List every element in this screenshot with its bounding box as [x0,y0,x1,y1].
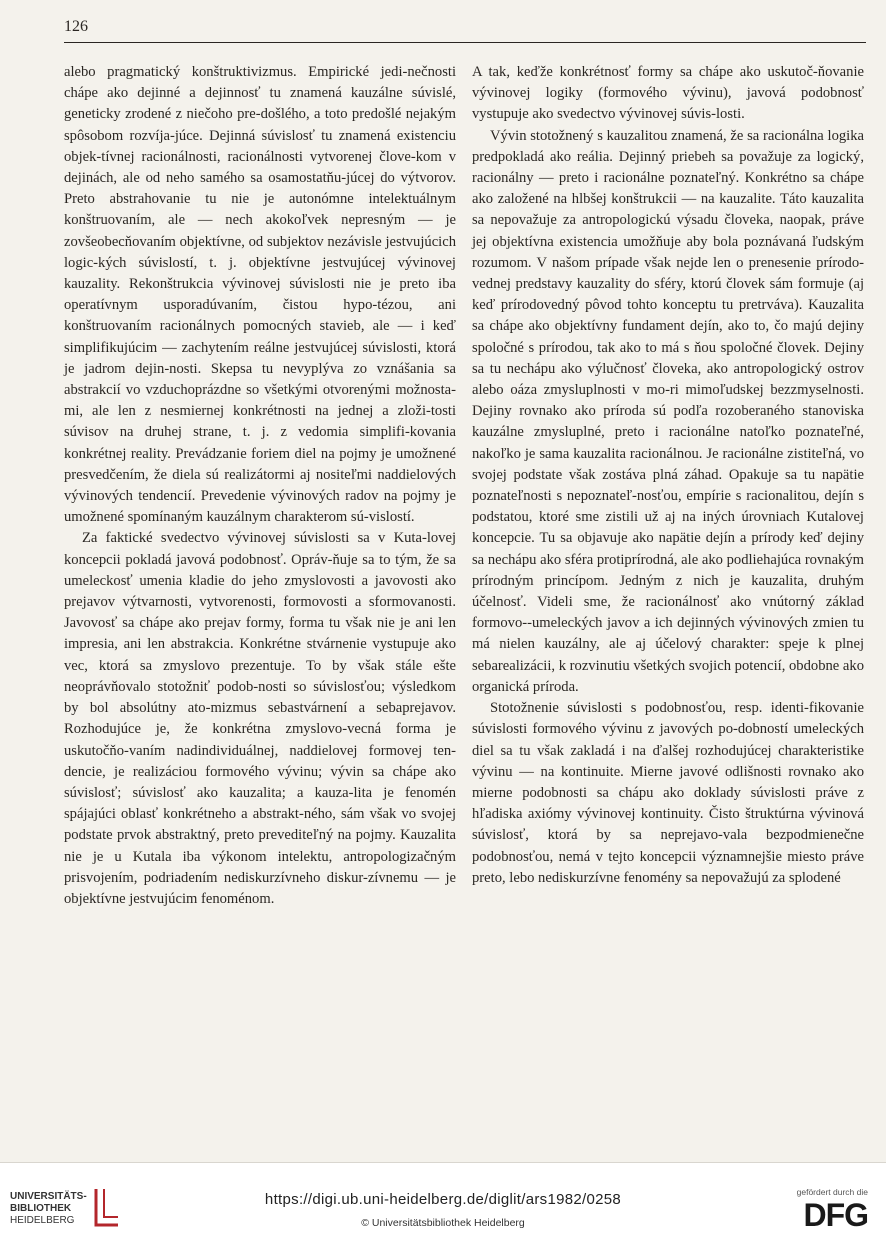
dfg-logo[interactable]: DFG [803,1197,868,1233]
library-name-line3: HEIDELBERG [10,1215,75,1226]
paragraph: alebo pragmatický konštruktivizmus. Empirické jedi-nečnosti chápe ako dejinné a dejinnosť tu znamená kauzálne súvislé, geneticky zrodené z niečoho pre-došlého, a toto predošlé nejakým spôsobom rozvíja-júce. Dejinná súvislosť tu znamená existenciu objek-tívnej racionálnosti, racionálnosti vytvorenej člove-kom v dejinách, ale od neho samého sa osamostatňu-júcej do výtvorov. Preto abstrahovanie tu nie je autonómne intelektuálnym konštruovaním, ale — nech akokoľvek nepresným — je zovšeobecňovaním objektívne, od subjektov nezávisle jestvujúcich logic-kých súvislostí, t. j. objektívne jestvujúcej vývinovej kauzality. Rekonštrukcia vývinovej súvislosti nie je preto iba operatívnym usporadúvaním, čistou hypo-tézou, ani konštruovaním racionálnych pomocných stavieb, ale — i keď simplifikujúcim — zachytením reálne jestvujúcej súvislosti, ktorá je jadrom dejin-nosti. Skepsa tu nevyplýva zo vznášania sa abstrakcií vo vzduchoprázdne so všetkými otvorenými možnosta-mi, ale len z nesmiernej konkrétnosti na jednej a zloži-tosti súvisov na druhej strane, t. j. z vedomia simplifi-kovania konkrétnej reality. Prevádzanie foriem diel na pojmy je umožnené presvedčením, že diela sú realizátormi aj nositeľmi naddielových vývinových tendencií. Prevedenie vývinových radov na pojmy je umožnené spomínaným kauzálnym charakterom sú-vislostí. [64,64,456,526]
right-column [472,62,864,889]
copyright-notice: © Universitätsbibliothek Heidelberg [361,1217,525,1229]
page-number: 126 [64,18,88,35]
permalink-url[interactable]: https://digi.ub.uni-heidelberg.de/diglit/ars1982/0258 [264,1191,622,1208]
left-column [64,62,456,910]
paragraph: Za faktické svedectvo vývinovej súvislosti sa v Kuta-lovej koncepcii pokladá javová podobnosť. Opráv-ňuje sa to tým, že sa umeleckosť umenia kladie do jeho zmyslovosti a javovosti ako prejavov výtvarnosti, vytvorenosti, formovosti a sformovanosti. Javovosť sa chápe ako prejav formy, forma tu však nie je ani len impresia, ani len abstrakcia. Konkrétne stvárnenie vystupuje ako vec, ktorá sa zmyslovo prezentuje. To by však stále ešte neoprávňovalo stotožniť podob-nosti so súvislosťou; výsledkom by bol absolútny ato-mizmus sebastvárnení a sebaprejavov. Rozhodujúce je, že konkrétna zmyslovo-vecná forma je uskutočňo-vaním nadindividuálnej, naddielovej formovej ten-dencie, je realizáciou formového vývinu; vývin sa chápe ako súvislosť; súvislosť ako kauzalita; a kauza-lita je fenomén spájajúci oblasť konkrétneho a abstrakt-ného, sám však vo svojej podstate prvok abstraktný, preto prevediteľný na pojmy. Kauzalita nie je u Kutala iba výkonom intelektu, antropologizačným prisvojením, podriadením nediskurzívneho diskur-zívnemu — je objektívne jestvujúcim fenoménom. [64,530,456,907]
library-name-line1: UNIVERSITÄTS- [10,1191,87,1202]
library-name-line2: BIBLIOTHEK [10,1203,72,1214]
top-rule [64,42,866,43]
paragraph: Vývin stotožnený s kauzalitou znamená, že sa racionálna logika predpokladá ako reália. Dejinný priebeh sa považuje za logický, racionálny — preto i racionálne poznateľný. Konkrétno sa chápe ako založené na hlbšej konštrukcii — na kauzalite. Táto kauzalita sa nepovažuje za antropologickú výsadu človeka, naopak, práve jej objektívna existencia umožňuje aby bola poznávaná ľudským rozumom. V našom prípade však nejde len o prenesenie prírodo-vednej predstavy kauzality do sféry, ktorú človek sám formuje (aj keď prírodovedný pôvod tohto konceptu tu pretrváva). Kauzalita sa chápe ako objektívny fundament dejín, ako to, čo majú dejiny spoločné s prírodou, tak ako to má s ňou spoločné človek. Dejiny sa tu nechápu ako výlučnosť človeka, ako antropologický ostrov alebo oáza zmysluplnosti v mo-ri mimoľudskej bezzmyselnosti. Dejiny rovnako ako príroda sú podľa rozoberaného stanoviska kauzálne zmysluplné, preto i racionálne natoľko poznateľné, nakoľko je sama kauzalita racionálnou. Je racionálne zistiteľná, vo svojej podstate však zostáva plná záhad. Opakuje sa tu napätie poznateľnosti s nepoznateľ-nosťou, empírie s racionalitou, dejín s podstatou, ktoré sme zistili už aj na iných úrovniach Kutalovej koncepcie. Tu sa objavuje ako napätie dejín a prírody keď dejiny sa nechápu ako sféra protiprírodná, ale ako podliehajúca rovnakým prírodným princípom. Jedným z nich je kauzalita, druhým účelnosť. Videli sme, že racionálnosť ako vnútorný základ formovo--umeleckých javov a ich dejinných vývinových zmien tu má nielen kauzálny, ale aj účelový charakter: speje k plnej sebarealizácii, k rozvinutiu všetkých svojich potencií, obdobne ako organická príroda. [472,127,864,695]
funded-by-label: gefördert durch die [796,1187,868,1197]
paragraph: Stotožnenie súvislosti s podobnosťou, resp. identi-fikovanie súvislosti formového vývinu z javových po-dobností umeleckých diel sa tu však zakladá i na ďalšej rozhodujúcej charakteristike vývinu — na kontinuite. Mierne javové odlišnosti rovnako ako mierne podobnosti sa chápu ako doklady súvislosti práve z hľadiska axiómy vývinovej kontinuity. Čisto štruktúrna vývinová súvislosť, ktorá by sa neprejavo-vala bezpodmienečne podobnosťou, nemá v tejto koncepcii významnejšie miesto práve preto, lebo nediskurzívne fenomény sa nepovažujú za splodené [472,700,864,886]
footer-bar [0,1162,886,1242]
paragraph: A tak, keďže konkrétnosť formy sa chápe ako uskutoč-ňovanie vývinovej logiky (formového vývinu), javová podobnosť vystupuje ako svedectvo vývinovej súvis-losti. [472,64,864,123]
